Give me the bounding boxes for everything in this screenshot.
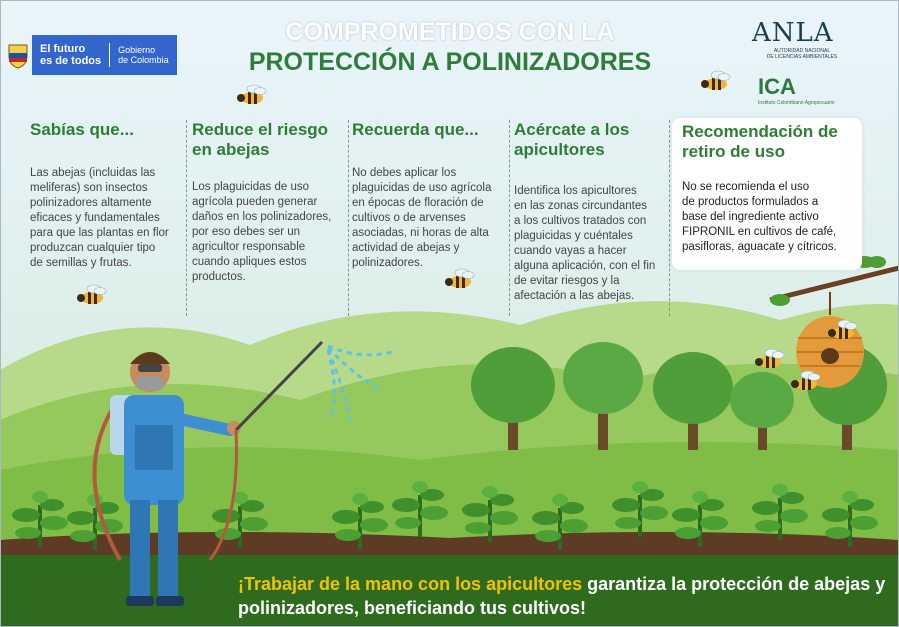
- anla-subtitle: AUTORIDAD NACIONAL DE LICENCIAS AMBIENTALES: [766, 48, 838, 60]
- column-divider: [509, 120, 510, 316]
- column-text: Las abejas (incluidas las meliferas) son insectos polinizadores altamente eficaces y fundamentales para que las plantas en flor produzcan cualquier tipo de semillas y frutas.: [30, 167, 169, 269]
- column-heading: Recuerda que...: [352, 120, 479, 139]
- bee-icon: [237, 85, 266, 104]
- info-column-recuerda: [352, 120, 507, 271]
- ica-logo: [758, 74, 868, 106]
- bee-icon: [701, 71, 730, 90]
- gov-slogan: El futuro es de todos: [32, 43, 110, 67]
- banner-highlight: ¡Trabajar de la mano con los apicultores: [238, 574, 583, 594]
- recommendation-text: No se recomienda el uso de productos formulados a base del ingrediente activo FIPRONIL en cultivos de café, pasifloras, aguacate y cítricos.: [682, 181, 837, 253]
- column-heading: Sabías que...: [30, 120, 134, 139]
- column-text: Los plaguicidas de uso agrícola pueden generar daños en los polinizadores, por eso debes ser un agricultor responsable cuando apliques estos productos.: [192, 181, 332, 283]
- recommendation-card: [672, 118, 862, 270]
- colombia-crest-icon: [4, 35, 32, 75]
- info-column-acercate: [514, 120, 666, 304]
- recommendation-heading: Recomendación de retiro de uso: [682, 122, 838, 161]
- info-column-sabias: [30, 120, 180, 271]
- ica-mark: ICA: [758, 74, 796, 99]
- column-heading: Acércate a los apicultores: [514, 120, 630, 159]
- column-text: Identifica los apicultores en las zonas circundantes a los cultivos tratados con plaguicidas y cuéntales cuando vayas a hacer alguna aplicación, con el fin de evitar riesgos y la afectación a las abejas.: [514, 185, 656, 302]
- gov-name: Gobierno de Colombia: [118, 45, 169, 65]
- page-title-line2: PROTECCIÓN A POLINIZADORES: [248, 48, 652, 76]
- column-divider: [669, 120, 670, 316]
- column-divider: [186, 120, 187, 316]
- bottom-banner: [238, 572, 888, 620]
- column-text: No debes aplicar los plaguicidas de uso agrícola en épocas de floración de cultivos o de arvenses asociadas, ni horas de alta actividad de abejas y polinizadores.: [352, 167, 492, 269]
- column-heading: Reduce el riesgo en abejas: [192, 120, 329, 159]
- anla-logo: [752, 18, 862, 60]
- bee-icon: [77, 285, 106, 304]
- column-divider: [348, 120, 349, 316]
- anla-mark: ANLA: [752, 18, 834, 48]
- banner-text: garantiza la protección de abejas y polinizadores, beneficiando tus cultivos!: [238, 574, 886, 618]
- government-logo: [4, 35, 177, 75]
- info-column-reduce: [192, 120, 342, 285]
- bee-icon: [445, 269, 474, 288]
- ica-subtitle: Instituto Colombiano Agropecuario: [758, 100, 835, 106]
- page-title-line1: COMPROMETIDOS CON LA: [285, 18, 615, 46]
